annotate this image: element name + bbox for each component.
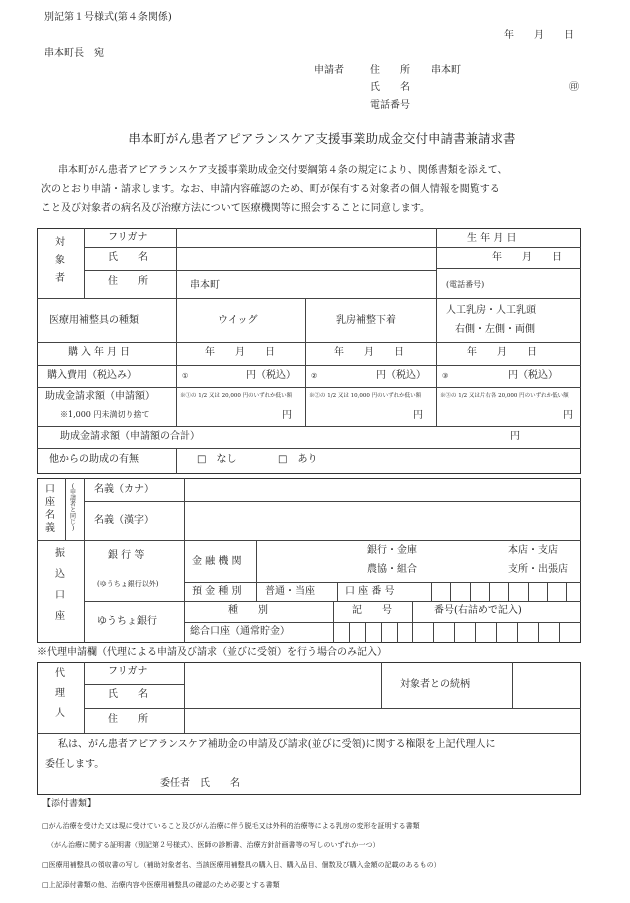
cost-unit-wig[interactable]: 円（税込） [246,370,296,381]
device-wig: ウイッグ [218,315,258,326]
deposit-type-options[interactable]: 普通・当座 [265,586,315,597]
birthdate-value[interactable]: 年 月 日 [492,252,562,263]
agent-furigana-label: フリガナ [108,666,148,677]
applicant-phone-label: 電話番号 [370,100,410,111]
deposit-type-label: 預 金 種 別 [192,586,242,597]
subject-phone-label: (電話番号) [446,280,485,289]
yucho-number-label: 番号(右詰めで記入) [434,605,522,616]
agent-label: 代 理 人 [55,668,65,719]
account-holder-label: 口 座 名 義 [45,484,55,534]
cost-unit-prosthesis[interactable]: 円（税込） [508,370,558,381]
prosthesis-side[interactable]: 右側・左側・両側 [455,324,535,335]
cost-unit-bra[interactable]: 円（税込） [376,370,426,381]
attachment-item-2[interactable]: □医療用補整具の領収書の写し（補助対象者名、当該医療用補整具の購入日、購入品目、個数及び購入金額の記載のあるもの） [42,861,441,869]
bank-note: (ゆうちょ銀行以外) [97,580,159,588]
purchase-date-prosthesis[interactable]: 年 月 日 [467,347,537,358]
other-subsidy-yes[interactable]: □ あり [278,454,318,465]
agent-table [37,662,581,795]
applicant-address-value[interactable]: 串本町 [431,65,461,76]
holder-same-note: ( 申 請 者 と 同 じ ) [70,483,77,532]
calc-note-bra: ※②の 1/2 又は 10,000 円のいずれか低い額 [309,393,422,399]
branch-type-options-1[interactable]: 本店・支店 [508,545,558,556]
amount-yen-wig[interactable]: 円 [282,410,292,421]
bank-label: 銀 行 等 [108,550,145,561]
yucho-symbol-label: 記 号 [352,605,392,616]
other-subsidy-label: 他からの助成の有無 [49,454,139,465]
purchase-date-bra[interactable]: 年 月 日 [334,347,404,358]
cost-marker-2: ② [311,372,318,380]
intro-line-1: 串本町がん患者アピアランスケア支援事業助成金交付要綱第４条の規定により、関係書類を添えて、 [58,165,508,176]
document-title: 串本町がん患者アピアランスケア支援事業助成金交付申請書兼請求書 [128,131,516,146]
delegator-name-label: 委任者 氏 名 [160,778,240,789]
agent-relation-label: 対象者との続柄 [400,679,470,690]
attachment-item-1[interactable]: □がん治療を受けた又は現に受けていること及びがん治療に伴う脱毛又は外科的治療等による乳房の変形を証明する書類 [42,822,420,830]
purchase-date-label: 購入年月日 [68,347,133,358]
agent-name-label: 氏 名 [108,689,148,700]
cost-marker-3: ③ [442,372,449,380]
purchase-date-wig[interactable]: 年 月 日 [205,347,275,358]
yucho-kind-label: 種 別 [228,605,268,616]
addressee: 串本町長 宛 [44,48,104,59]
amount-yen-bra[interactable]: 円 [413,410,423,421]
device-bra: 乳房補整下着 [336,315,396,326]
attachment-item-3[interactable]: □上記添付書類の他、治療内容や医療用補整具の確認のため必要とする書類 [42,881,280,889]
total-amount-label: 助成金請求額（申請額の合計） [60,431,200,442]
delegation-text-line-2: 委任します。 [45,759,105,770]
subject-address-value[interactable]: 串本町 [190,280,220,291]
account-number-label: 口 座 番 号 [345,586,395,597]
transfer-account-label: 振 込 口 座 [55,548,65,622]
subject-name-label: 氏 名 [108,252,148,263]
institution-label: 金 融 機 関 [192,556,242,567]
subject-furigana-label: フリガナ [108,232,148,243]
amount-label: 助成金請求額（申請額） [45,391,155,402]
application-date[interactable]: 年 月 日 [504,30,574,41]
purchase-cost-label: 購入費用（税込み） [47,370,137,381]
branch-type-options-2[interactable]: 支所・出張店 [508,564,568,575]
applicant-label: 申請者 [314,65,344,76]
bank-type-options-2[interactable]: 農協・組合 [367,564,417,575]
birthdate-label: 生 年 月 日 [467,233,517,244]
seal-mark: ㊞ [569,82,579,93]
form-number: 別記第１号様式(第４条関係) [44,12,172,23]
other-subsidy-none[interactable]: □ なし [197,454,237,465]
calc-note-prosthesis: ※③の 1/2 又は片右各 20,000 円のいずれか低い額 [440,393,569,399]
cost-marker-1: ① [182,372,189,380]
holder-kana-label: 名義（カナ） [94,484,154,495]
amount-note: ※1,000 円未満切り捨て [60,410,150,419]
delegation-text-line-1: 私は、がん患者アピアランスケア補助金の申請及び請求(並びに受領)に関する権限を上記代理人に [58,739,496,750]
bank-type-options-1[interactable]: 銀行・金庫 [367,545,417,556]
device-type-label: 医療用補整具の種類 [49,315,139,326]
general-account-label: 総合口座（通常貯金） [190,626,290,637]
yucho-label: ゆうちょ銀行 [97,616,157,627]
device-prosthesis: 人工乳房・人工乳頭 [446,305,536,316]
applicant-name-label: 氏 名 [370,82,410,93]
subject-address-label: 住 所 [108,276,148,287]
agent-section-heading: ※代理申請欄（代理による申請及び請求（並びに受領）を行う場合のみ記入） [37,647,387,658]
applicant-address-label: 住 所 [370,65,410,76]
subject-label: 対 象 者 [55,237,65,284]
amount-yen-prosthesis[interactable]: 円 [563,410,573,421]
attachments-heading: 【添付書類】 [42,799,97,809]
intro-line-2: 次のとおり申請・請求します。なお、申請内容確認のため、町が保有する対象者の個人情報を閲覧する [41,184,500,195]
agent-address-label: 住 所 [108,714,148,725]
calc-note-wig: ※①の 1/2 又は 20,000 円のいずれか低い額 [180,393,293,399]
total-amount-yen[interactable]: 円 [510,431,520,442]
holder-kanji-label: 名義（漢字） [94,515,154,526]
attachment-item-1-note: （がん治療に関する証明書（別記第２号様式）、医師の診断書、治療方針計画書等の写しのいずれか一つ） [47,841,380,849]
intro-line-3: こと及び対象者の病名及び治療方法について医療機関等に照会することに同意します。 [41,203,430,214]
